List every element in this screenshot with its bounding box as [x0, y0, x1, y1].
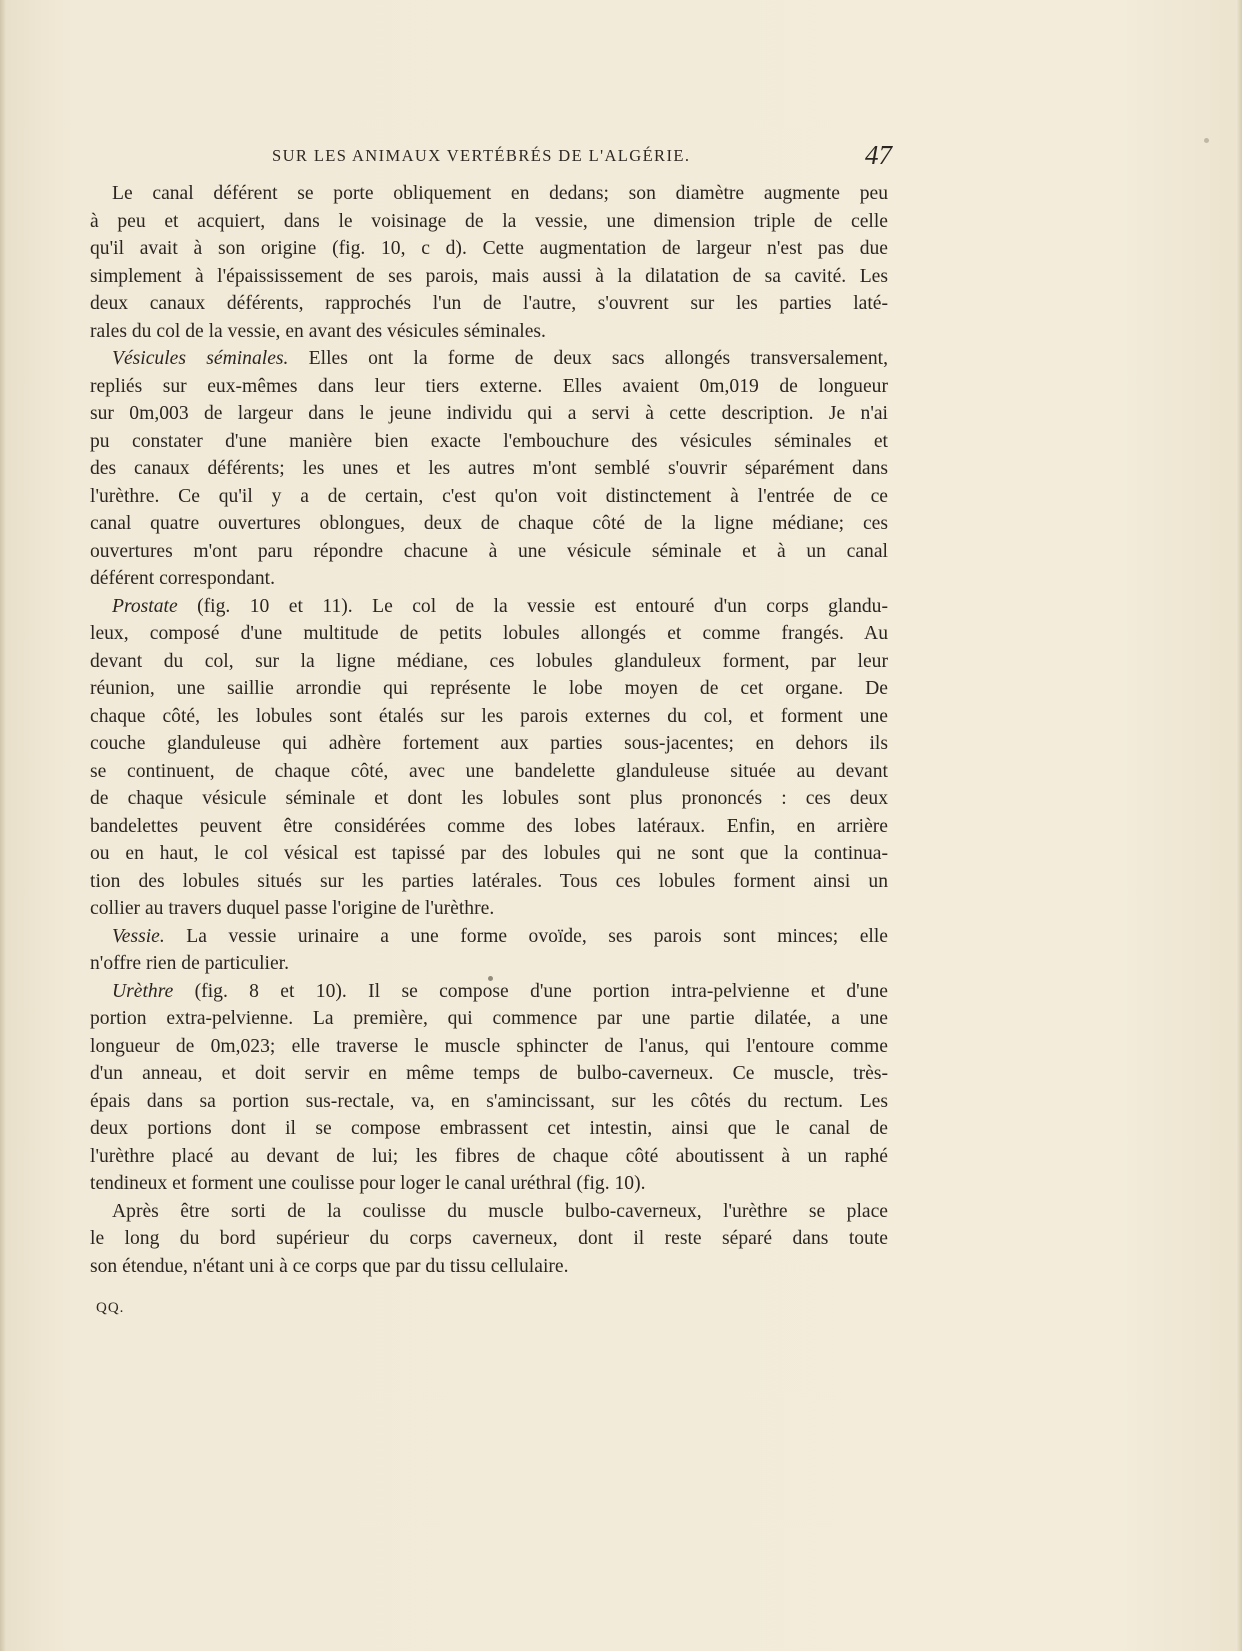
text-line: l'urèthre. Ce qu'il y a de certain, c'est qu'on voit distinctement à l'entrée de ce — [90, 485, 888, 507]
text-line: Elles ont la forme de deux sacs allongés transversalement, — [288, 348, 888, 369]
text-line: collier au travers duquel passe l'origine de l'urèthre. — [90, 898, 495, 919]
text-line: (fig. 10 et 11). Le col de la vessie est entouré d'un corps glandu- — [177, 595, 888, 617]
running-title: SUR LES ANIMAUX VERTÉBRÉS DE L'ALGÉRIE. — [272, 146, 691, 165]
page-edge-right — [1236, 0, 1242, 1651]
text-line-with-heading — [90, 923, 888, 951]
text-line: ou en haut, le col vésical est tapissé par des lobules qui ne sont que la continua- — [90, 843, 888, 864]
text-line-with-heading — [90, 345, 888, 373]
text-line: canal quatre ouvertures oblongues, deux de chaque côté de la ligne médiane; ces — [90, 513, 888, 534]
text-line: bandelettes peuvent être considérées comme des lobes latéraux. Enfin, en arrière — [90, 815, 888, 837]
text-line: La vessie urinaire a une forme ovoïde, ses parois sont minces; elle — [164, 925, 888, 947]
text-line: de chaque vésicule séminale et dont les lobules sont plus prononcés : ces deux — [90, 788, 888, 809]
text-line: rales du col de la vessie, en avant des vésicules séminales. — [90, 320, 546, 342]
text-line-with-heading — [90, 593, 888, 621]
text-line: Après être sorti de la coulisse du muscle bulbo-caverneux, l'urèthre se place — [112, 1200, 888, 1222]
text-line: se continuent, de chaque côté, avec une bandelette glanduleuse située au devant — [90, 760, 888, 782]
text-line: leux, composé d'une multitude de petits lobules allongés et comme frangés. Au — [90, 623, 888, 644]
text-line: ouvertures m'ont paru répondre chacune à une vésicule séminale et à un canal — [90, 540, 888, 562]
text-line: épais dans sa portion sus-rectale, va, en s'amincissant, sur les côtés du rectum. Les — [90, 1090, 888, 1112]
text-line: couche glanduleuse qui adhère fortement aux parties sous-jacentes; en dehors ils — [90, 733, 888, 754]
text-line: repliés sur eux-mêmes dans leur tiers externe. Elles avaient 0m,019 de longueur — [90, 375, 888, 397]
text-line: réunion, une saillie arrondie qui représente le lobe moyen de cet organe. De — [90, 678, 888, 699]
text-line: chaque côté, les lobules sont étalés sur les parois externes du col, et forment une — [90, 705, 888, 727]
text-line: à peu et acquiert, dans le voisinage de la vessie, une dimension triple de celle — [90, 210, 888, 232]
signature-mark: QQ. — [96, 1300, 125, 1316]
text-line: d'un anneau, et doit servir en même temps de bulbo-caverneux. Ce muscle, très- — [90, 1063, 888, 1084]
text-line: pu constater d'une manière bien exacte l'embouchure des vésicules séminales et — [90, 430, 888, 452]
section-heading-vesicules: Vésicules séminales. — [112, 348, 289, 369]
running-header — [272, 140, 892, 172]
section-heading-vessie: Vessie. — [112, 925, 165, 947]
body-text — [90, 180, 888, 1280]
ink-speck — [488, 976, 493, 981]
text-line: (fig. 8 et 10). Il se compose d'une portion intra-pelvienne et d'une — [173, 980, 888, 1002]
text-line: tion des lobules situés sur les parties latérales. Tous ces lobules forment ainsi un — [90, 870, 888, 892]
text-line: longueur de 0m,023; elle traverse le muscle sphincter de l'anus, qui l'entoure comme — [90, 1035, 888, 1057]
text-line: Le canal déférent se porte obliquement en dedans; son diamètre augmente peu — [112, 183, 888, 204]
text-line: deux canaux déférents, rapprochés l'un de l'autre, s'ouvrent sur les parties laté- — [90, 293, 888, 314]
text-line: le long du bord supérieur du corps caverneux, dont il reste séparé dans toute — [90, 1228, 888, 1249]
text-line: l'urèthre placé au devant de lui; les fibres de chaque côté aboutissent à un raphé — [90, 1145, 888, 1167]
page-edge-left — [0, 0, 6, 1651]
page-number: 47 — [865, 140, 892, 170]
text-line: devant du col, sur la ligne médiane, ces lobules glanduleux forment, par leur — [90, 650, 888, 672]
text-line: des canaux déférents; les unes et les autres m'ont semblé s'ouvrir séparément dans — [90, 458, 888, 479]
section-heading-prostate: Prostate — [112, 595, 178, 617]
text-line: deux portions dont il se compose embrassent cet intestin, ainsi que le canal de — [90, 1118, 888, 1139]
text-line: son étendue, n'étant uni à ce corps que par du tissu cellulaire. — [90, 1255, 569, 1277]
text-line: déférent correspondant. — [90, 568, 275, 589]
text-line: sur 0m,003 de largeur dans le jeune individu qui a servi à cette description. Je n'ai — [90, 403, 888, 424]
text-line: n'offre rien de particulier. — [90, 953, 290, 974]
text-line-with-heading — [90, 978, 888, 1006]
text-line: simplement à l'épaississement de ses parois, mais aussi à la dilatation de sa cavité. Les — [90, 265, 888, 287]
section-heading-urethre: Urèthre — [112, 980, 174, 1002]
text-line: tendineux et forment une coulisse pour loger le canal uréthral (fig. 10). — [90, 1173, 646, 1194]
text-line: portion extra-pelvienne. La première, qui commence par une partie dilatée, a une — [90, 1008, 888, 1029]
ink-speck — [1204, 138, 1209, 143]
text-line: qu'il avait à son origine (fig. 10, c d). Cette augmentation de largeur n'est pas due — [90, 238, 888, 259]
